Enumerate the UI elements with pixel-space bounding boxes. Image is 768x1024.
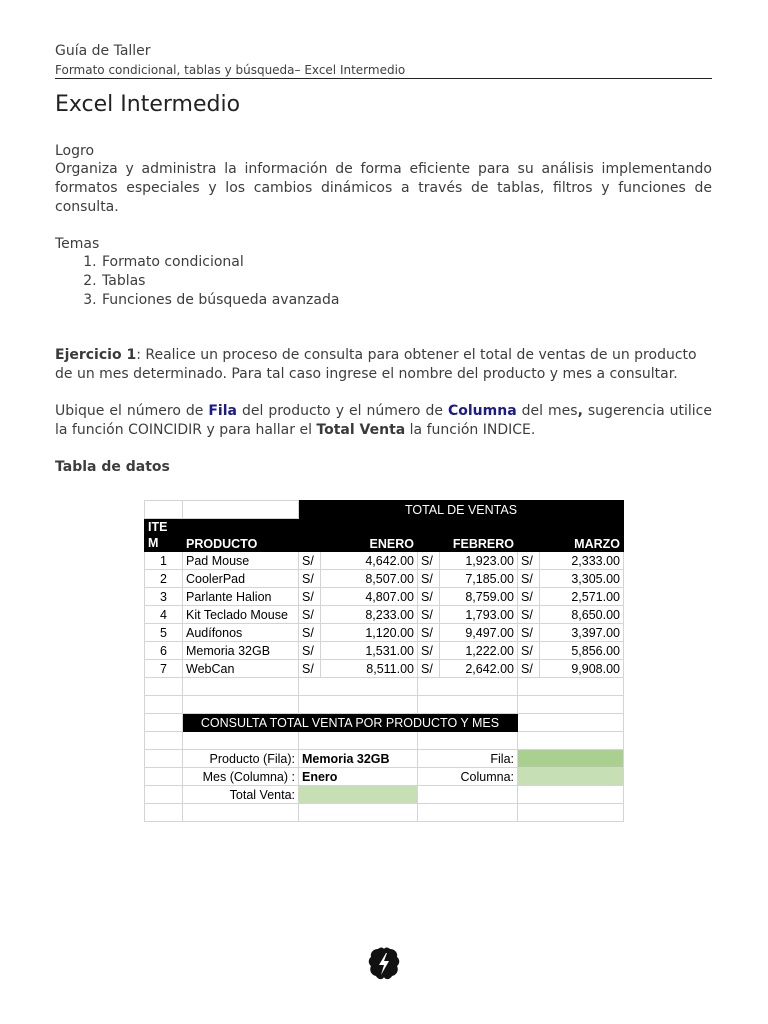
cell-producto[interactable]: Memoria 32GB [183, 642, 299, 660]
cell-currency: S/ [299, 624, 321, 642]
cell-marzo[interactable]: 2,571.00 [540, 588, 624, 606]
empty-row [145, 732, 624, 750]
total-ventas-header: TOTAL DE VENTAS [299, 501, 624, 519]
header-title: Guía de Taller [55, 43, 151, 59]
empty-cell[interactable] [145, 804, 183, 822]
empty-cell[interactable] [418, 732, 518, 750]
ubique-part: sugerencia utilice la función COINCIDIR y para hallar el [55, 403, 712, 438]
empty-cell[interactable] [418, 678, 518, 696]
ubique-part: Ubique el número de [55, 403, 209, 419]
cell-currency: S/ [418, 570, 440, 588]
cell-enero[interactable]: 8,233.00 [321, 606, 418, 624]
cell-marzo[interactable]: 5,856.00 [540, 642, 624, 660]
table-row [145, 570, 624, 588]
cell-item[interactable]: 3 [145, 588, 183, 606]
empty-cell[interactable] [418, 786, 518, 804]
empty-row [145, 804, 624, 822]
keyword-columna: Columna [447, 403, 517, 419]
empty-cell[interactable] [145, 714, 183, 732]
col-producto-header: PRODUCTO [183, 519, 299, 552]
empty-cell[interactable] [299, 696, 418, 714]
cell-marzo[interactable]: 3,305.00 [540, 570, 624, 588]
table-row [145, 606, 624, 624]
cell-febrero[interactable]: 1,923.00 [440, 552, 518, 570]
cell-currency: S/ [518, 624, 540, 642]
cell-producto[interactable]: WebCan [183, 660, 299, 678]
empty-cell[interactable] [518, 678, 624, 696]
empty-cell[interactable] [145, 696, 183, 714]
cell-febrero[interactable]: 7,185.00 [440, 570, 518, 588]
empty-cell[interactable] [183, 804, 299, 822]
logro-label: Logro [55, 143, 95, 159]
empty-cell[interactable] [299, 678, 418, 696]
empty-row [145, 678, 624, 696]
consulta-header: CONSULTA TOTAL VENTA POR PRODUCTO Y MES [183, 714, 518, 732]
cell-febrero[interactable]: 8,759.00 [440, 588, 518, 606]
ubique-part: la función INDICE. [405, 422, 536, 438]
empty-cell[interactable] [418, 804, 518, 822]
cell-producto[interactable]: Audífonos [183, 624, 299, 642]
cell-currency: S/ [418, 588, 440, 606]
cell-enero[interactable]: 1,120.00 [321, 624, 418, 642]
ubique-part: del mes [516, 403, 578, 419]
empty-cell[interactable] [299, 804, 418, 822]
temas-label: Temas [55, 236, 100, 252]
fila-label: Fila: [418, 750, 518, 768]
brain-bolt-icon [368, 946, 400, 982]
cell-currency: S/ [518, 642, 540, 660]
cell-currency: S/ [418, 624, 440, 642]
col-enero-header: ENERO [299, 519, 418, 552]
tema-item: 3. Funciones de búsqueda avanzada [101, 291, 339, 310]
empty-cell[interactable] [518, 804, 624, 822]
cell-febrero[interactable]: 1,222.00 [440, 642, 518, 660]
cell-item[interactable]: 2 [145, 570, 183, 588]
table-row [145, 552, 624, 570]
empty-cell[interactable] [183, 732, 299, 750]
table-row [145, 786, 624, 804]
empty-cell[interactable] [518, 786, 624, 804]
cell-currency: S/ [518, 552, 540, 570]
logro-text: Organiza y administra la información de forma eficiente para su análisis implementando formatos especiales y los cambios dinámicos a través de tablas, filtros y funciones de consulta. [55, 161, 712, 215]
cell-currency: S/ [518, 606, 540, 624]
mes-label: Mes (Columna) : [183, 768, 299, 786]
empty-cell[interactable] [518, 732, 624, 750]
ubique-paragraph [55, 402, 712, 440]
cell-producto[interactable]: Parlante Halion [183, 588, 299, 606]
sales-table [144, 500, 624, 822]
cell-item[interactable]: 5 [145, 624, 183, 642]
cell-currency: S/ [518, 570, 540, 588]
table-row [145, 588, 624, 606]
total-venta-label: Total Venta: [183, 786, 299, 804]
total-venta-output[interactable] [299, 786, 418, 804]
ubique-part: del producto y el número de [236, 403, 448, 419]
tema-item: 2. Tablas [101, 272, 339, 291]
cell-currency: S/ [518, 660, 540, 678]
column-header-row [145, 519, 624, 552]
col-febrero-header: FEBRERO [418, 519, 518, 552]
cell-producto[interactable]: Pad Mouse [183, 552, 299, 570]
ubique-comma: , [577, 403, 583, 419]
empty-cell[interactable] [518, 714, 624, 732]
empty-cell[interactable] [145, 732, 183, 750]
empty-cell[interactable] [518, 696, 624, 714]
cell-currency: S/ [299, 606, 321, 624]
table-row [145, 501, 624, 519]
cell-currency: S/ [418, 606, 440, 624]
empty-cell[interactable] [418, 696, 518, 714]
cell-item[interactable]: 6 [145, 642, 183, 660]
temas-list [55, 253, 339, 310]
cell-currency: S/ [299, 552, 321, 570]
col-marzo-header: MARZO [518, 519, 624, 552]
cell-marzo[interactable]: 8,650.00 [540, 606, 624, 624]
cell-enero[interactable]: 4,807.00 [321, 588, 418, 606]
header-divider [55, 78, 712, 79]
mes-input[interactable]: Enero [299, 768, 418, 786]
cell-currency: S/ [299, 570, 321, 588]
cell-currency: S/ [518, 588, 540, 606]
keyword-total-venta: Total Venta [316, 422, 406, 438]
keyword-fila: Fila [208, 403, 237, 419]
columna-output[interactable] [518, 768, 624, 786]
header-subtitle: Formato condicional, tablas y búsqueda– Excel Intermedio [55, 63, 406, 77]
table-row [145, 660, 624, 678]
page-title: Excel Intermedio [55, 92, 241, 117]
empty-cell[interactable] [145, 768, 183, 786]
empty-cell[interactable] [145, 750, 183, 768]
cell-currency: S/ [418, 660, 440, 678]
cell-currency: S/ [299, 642, 321, 660]
ejercicio-1-body: : Realice un proceso de consulta para obtener el total de ventas de un producto de un mes determinado. Para tal caso ingrese el nombre del producto y mes a consultar. [55, 347, 697, 382]
table-row [145, 642, 624, 660]
cell-enero[interactable]: 8,511.00 [321, 660, 418, 678]
table-row [145, 750, 624, 768]
ejercicio-1-text [55, 346, 712, 384]
cell-currency: S/ [418, 552, 440, 570]
col-item-header: ITE M [145, 519, 183, 552]
cell-enero[interactable]: 4,642.00 [321, 552, 418, 570]
cell-febrero[interactable]: 1,793.00 [440, 606, 518, 624]
columna-label: Columna: [418, 768, 518, 786]
cell-producto[interactable]: Kit Teclado Mouse [183, 606, 299, 624]
producto-label: Producto (Fila): [183, 750, 299, 768]
empty-row [145, 696, 624, 714]
tabla-datos-label: Tabla de datos [55, 459, 170, 475]
cell-currency: S/ [299, 660, 321, 678]
cell-marzo[interactable]: 2,333.00 [540, 552, 624, 570]
table-row [145, 714, 624, 732]
table-row [145, 624, 624, 642]
ejercicio-1-label: Ejercicio 1 [55, 347, 137, 363]
empty-cell[interactable] [183, 696, 299, 714]
cell-item[interactable]: 1 [145, 552, 183, 570]
cell-currency: S/ [418, 642, 440, 660]
cell-enero[interactable]: 8,507.00 [321, 570, 418, 588]
empty-cell[interactable] [299, 732, 418, 750]
empty-cell[interactable] [145, 678, 183, 696]
tema-item: 1. Formato condicional [101, 253, 339, 272]
fila-output[interactable] [518, 750, 624, 768]
empty-cell[interactable] [183, 678, 299, 696]
cell-marzo[interactable]: 3,397.00 [540, 624, 624, 642]
cell-item[interactable]: 7 [145, 660, 183, 678]
cell-febrero[interactable]: 9,497.00 [440, 624, 518, 642]
producto-input[interactable]: Memoria 32GB [299, 750, 418, 768]
cell-marzo[interactable]: 9,908.00 [540, 660, 624, 678]
cell-currency: S/ [299, 588, 321, 606]
cell-enero[interactable]: 1,531.00 [321, 642, 418, 660]
cell-item[interactable]: 4 [145, 606, 183, 624]
empty-cell[interactable] [145, 786, 183, 804]
cell-febrero[interactable]: 2,642.00 [440, 660, 518, 678]
table-row [145, 768, 624, 786]
cell-producto[interactable]: CoolerPad [183, 570, 299, 588]
